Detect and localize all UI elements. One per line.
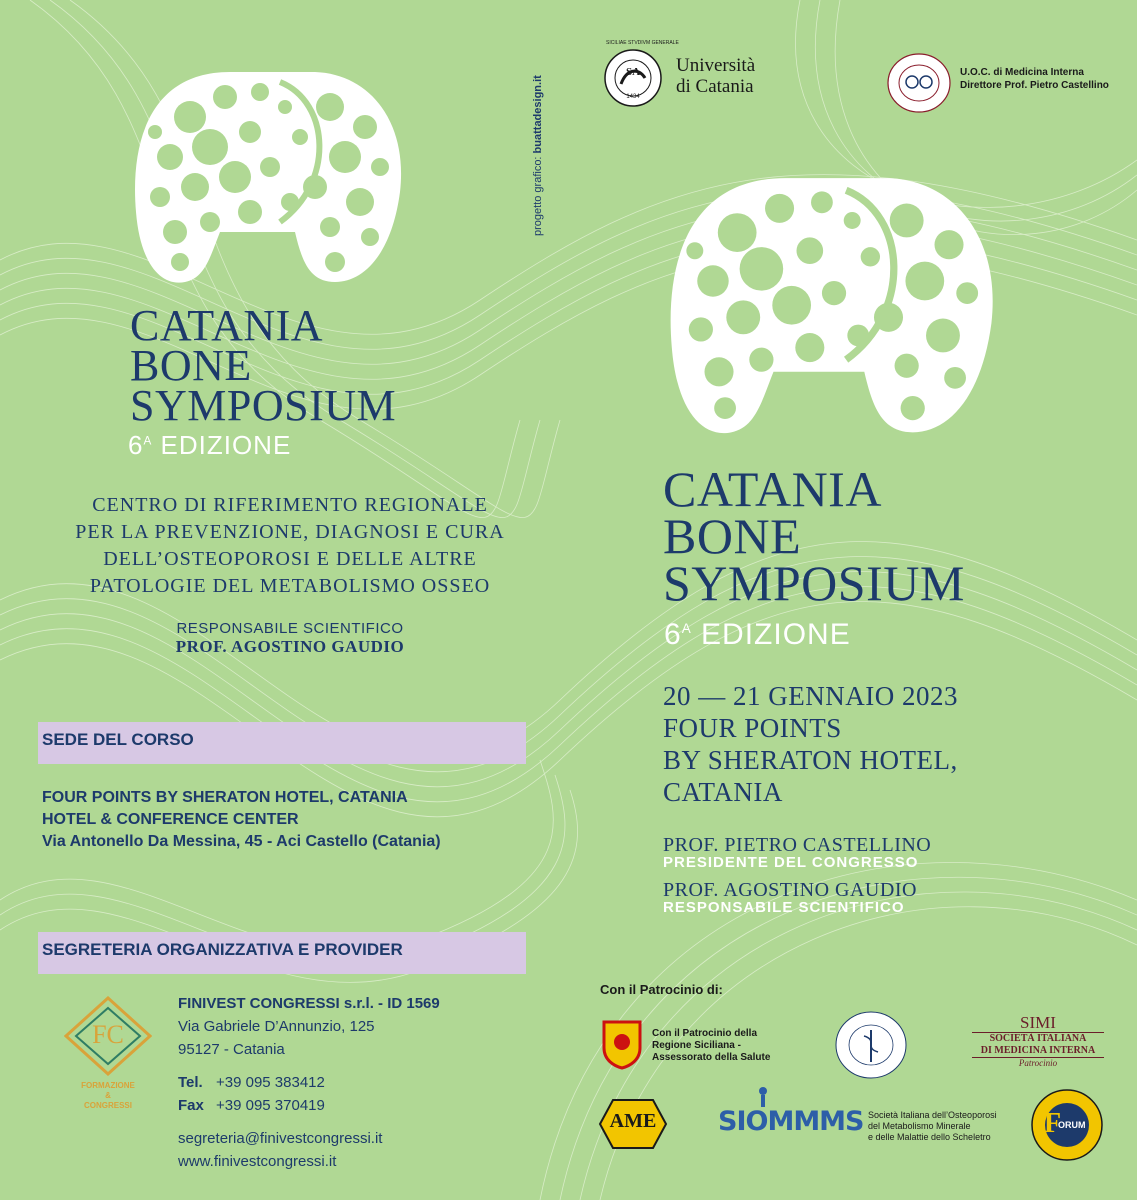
tel-number: +39 095 383412 bbox=[216, 1074, 325, 1091]
forum-word: ORUM bbox=[1058, 1120, 1086, 1130]
sicily-line: Assessorato della Salute bbox=[652, 1052, 771, 1063]
elephant-logo-left bbox=[130, 62, 405, 290]
venue-band-label: SEDE DEL CORSO bbox=[42, 730, 194, 749]
right-title-line: CATANIA bbox=[663, 461, 882, 517]
simi-line: DI MEDICINA INTERNA bbox=[972, 1045, 1104, 1058]
credit-site: buattadesign.it bbox=[532, 75, 544, 154]
siommms-skeleton-icon bbox=[752, 1086, 774, 1108]
simi-line: SOCIETÀ ITALIANA bbox=[989, 1033, 1087, 1044]
forum-letter: F bbox=[1044, 1108, 1062, 1139]
centre-line: DELL’OSTEOPOROSI E DELLE ALTRE bbox=[103, 548, 477, 570]
provider-tel bbox=[178, 1071, 528, 1094]
unict-seal-year: 1434 bbox=[626, 94, 640, 100]
people-block bbox=[663, 834, 931, 916]
date-line: BY SHERATON HOTEL, bbox=[663, 745, 958, 775]
venue-line: HOTEL & CONFERENCE CENTER bbox=[42, 811, 299, 828]
unict-name-line: di Catania bbox=[676, 76, 754, 97]
provider-address: Via Gabriele D’Annunzio, 125 bbox=[178, 1018, 375, 1035]
venue-line: FOUR POINTS BY SHERATON HOTEL, CATANIA bbox=[42, 789, 408, 806]
person-role: RESPONSABILE SCIENTIFICO bbox=[663, 899, 905, 916]
left-title-line: CATANIA bbox=[130, 301, 324, 350]
left-scientific-block bbox=[40, 620, 540, 657]
secretariat-band-label: SEGRETERIA ORGANIZZATIVA E PROVIDER bbox=[42, 940, 403, 959]
left-edition bbox=[128, 430, 291, 461]
siommms-line: e delle Malattie dello Scheletro bbox=[868, 1132, 991, 1142]
sicily-line: Regione Siciliana - bbox=[652, 1040, 741, 1051]
date-line: CATANIA bbox=[663, 777, 783, 807]
medical-order-seal-icon bbox=[834, 1010, 908, 1080]
right-edition bbox=[664, 618, 851, 652]
siommms-line: del Metabolismo Minerale bbox=[868, 1121, 971, 1131]
simi-acronym: SIMI bbox=[972, 1014, 1104, 1033]
left-title-line: BONE bbox=[130, 341, 252, 390]
venue-address: Via Antonello Da Messina, 45 - Aci Castello (Catania) bbox=[42, 833, 441, 850]
fc-logo-letters: FC bbox=[92, 1020, 124, 1049]
centre-line: CENTRO DI RIFERIMENTO REGIONALE bbox=[92, 494, 488, 516]
scientific-name: PROF. AGOSTINO GAUDIO bbox=[175, 637, 405, 656]
centre-description bbox=[40, 492, 540, 600]
left-title-line: SYMPOSIUM bbox=[130, 381, 397, 430]
edition-number: 6 bbox=[128, 430, 144, 460]
person-name: PROF. AGOSTINO GAUDIO bbox=[663, 879, 917, 901]
fc-logo-caption bbox=[64, 1081, 152, 1111]
fc-caption-line: CONGRESSI bbox=[83, 1101, 132, 1110]
design-credit bbox=[532, 16, 546, 236]
simi-logo bbox=[972, 1014, 1104, 1069]
unict-name-line: Università bbox=[676, 55, 756, 76]
siommms-acronym: SIOMMMS bbox=[718, 1106, 864, 1137]
venue-band bbox=[38, 722, 526, 764]
credit-prefix: progetto grafico: bbox=[532, 153, 544, 236]
elephant-logo-right bbox=[662, 166, 1000, 442]
unict-name bbox=[676, 55, 755, 97]
secretariat-band bbox=[38, 932, 526, 974]
scientific-label: RESPONSABILE SCIENTIFICO bbox=[176, 620, 404, 637]
date-line: FOUR POINTS bbox=[663, 713, 842, 743]
siommms-line: Società Italiana dell’Osteoporosi bbox=[868, 1110, 997, 1120]
right-title-line: BONE bbox=[663, 508, 802, 564]
uoc-line: Direttore Prof. Pietro Castellino bbox=[960, 80, 1109, 91]
centre-line: PER LA PREVENZIONE, DIAGNOSI E CURA bbox=[75, 521, 505, 543]
fc-caption-line: & bbox=[105, 1091, 111, 1100]
edition-word: EDIZIONE bbox=[160, 430, 292, 460]
edition-word: EDIZIONE bbox=[701, 618, 851, 651]
fc-caption-line: FORMAZIONE bbox=[81, 1081, 135, 1090]
unict-seal-initials: SA bbox=[625, 66, 641, 78]
provider-fax bbox=[178, 1094, 528, 1117]
uoc-line: U.O.C. di Medicina Interna bbox=[960, 67, 1084, 78]
provider-contact bbox=[178, 992, 528, 1173]
unict-seal-text: SICILIAE STVDIVM GENERALE bbox=[606, 40, 679, 46]
simi-line: Patrocinio bbox=[1018, 1058, 1058, 1068]
provider-name: FINIVEST CONGRESSI s.r.l. - ID 1569 bbox=[178, 995, 440, 1012]
edition-superscript: A bbox=[681, 621, 692, 636]
siommms-description bbox=[868, 1110, 997, 1143]
fax-label: Fax bbox=[178, 1097, 204, 1114]
tel-label: Tel. bbox=[178, 1074, 203, 1091]
fc-logo bbox=[64, 996, 152, 1120]
person-role: PRESIDENTE DEL CONGRESSO bbox=[663, 854, 919, 871]
uoc-seal-icon bbox=[886, 52, 952, 114]
provider-email[interactable]: segreteria@finivestcongressi.it bbox=[178, 1130, 383, 1147]
fax-number: +39 095 370419 bbox=[216, 1097, 325, 1114]
uoc-text bbox=[960, 66, 1109, 92]
edition-superscript: A bbox=[143, 434, 153, 448]
provider-website[interactable]: www.finivestcongressi.it bbox=[178, 1153, 337, 1170]
event-date-venue bbox=[663, 680, 958, 808]
sicily-line: Con il Patrocinio della bbox=[652, 1028, 758, 1039]
provider-city: 95127 - Catania bbox=[178, 1041, 285, 1058]
centre-line: PATOLOGIE DEL METABOLISMO OSSEO bbox=[89, 575, 491, 597]
right-title bbox=[663, 461, 965, 611]
ame-logo-text: AME bbox=[609, 1110, 657, 1132]
date-line: 20 — 21 GENNAIO 2023 bbox=[663, 681, 958, 711]
venue-block bbox=[42, 787, 441, 853]
person-name: PROF. PIETRO CASTELLINO bbox=[663, 834, 932, 856]
right-title-line: SYMPOSIUM bbox=[663, 555, 965, 611]
sicily-text bbox=[652, 1028, 770, 1064]
sicily-region-emblem-icon bbox=[600, 1018, 644, 1070]
left-title bbox=[130, 301, 397, 430]
edition-number: 6 bbox=[664, 618, 682, 651]
patronage-label: Con il Patrocinio di: bbox=[600, 982, 723, 997]
